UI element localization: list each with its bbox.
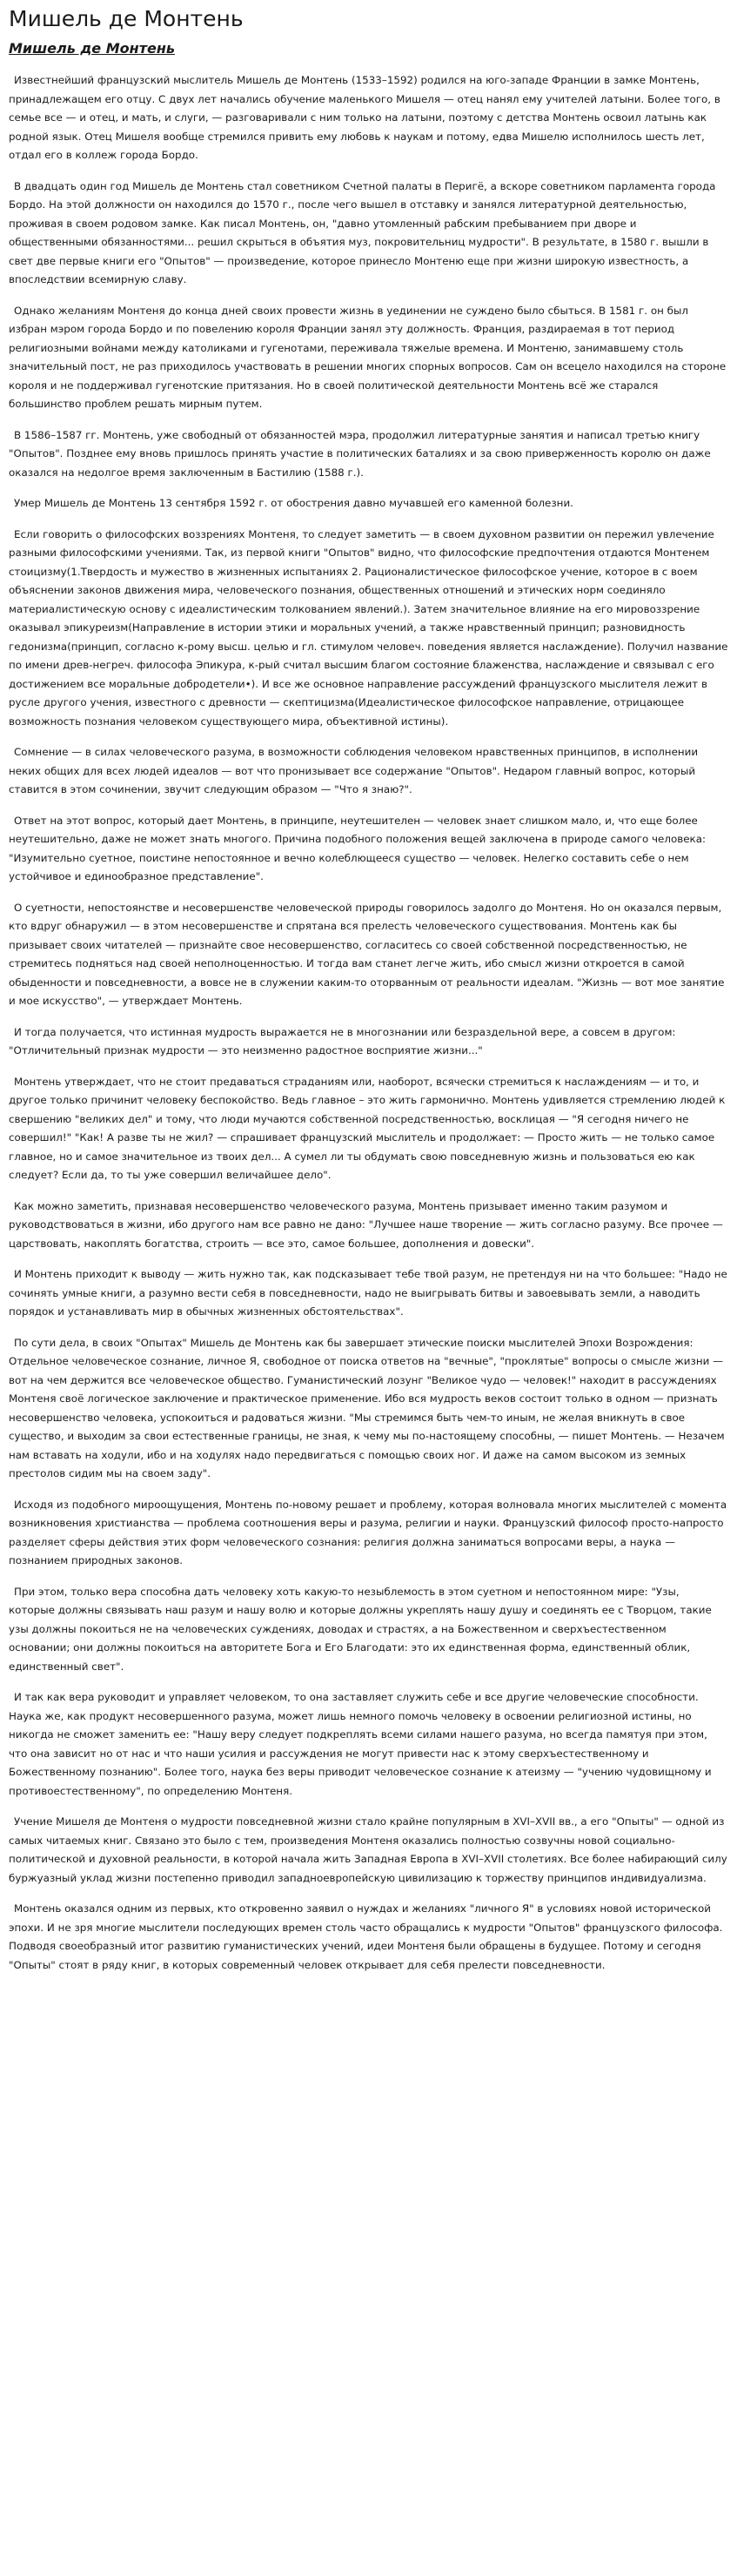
paragraph-death: Умер Мишель де Монтень 13 сентября 1592 г. от обострения давно мучавшей его каменной болезни. [14,497,573,509]
paragraph-conclusion: И Монтень приходит к выводу — жить нужно так, как подсказывает тебе твой разум, не претендуя ни на что большее: "Надо не сочинять умные книги, а разумно вести себя в повседневности, надо не выигрывать битвы и завоевывать земли, а наводить порядок и устанавливать мир в обычных жизненных обстоятельствах". [9,1268,727,1318]
paragraph-faith-reason: Исходя из подобного мироощущения, Монтень по-новому решает и проблему, которая волновала многих мыслителей с момента возникновения христианства — проблема соотношения веры и разума, религии и науки. Французский философ просто-напросто разделяет сферы действия этих форм человеческого сознания: религия должна заниматься вопросами веры, а наука — познанием природных законов. [9,1498,727,1566]
paragraph-vanity: О суетности, непостоянстве и несовершенстве человеческой природы говорилось задолго до Монтеня. Но он оказался первым, кто вдруг обнаружил — в этом несовершенстве и спрятана вся прелесть человеческого существования. Монтень как бы призывает своих читателей — признайте свое несовершенство, согласитесь со своей собственной посредственностью, не стремитесь подняться над своей неполноценностью. И тогда вам станет легче жить, ибо смысл жизни откроется в самой обыденности и повседневности, а вовсе не в служении каким-то оторванным от реальности идеалам. "Жизнь — вот мое занятие и мое искусство", — утверждает Монтень. [9,901,725,1007]
paragraph-legacy: Монтень оказался одним из первых, кто откровенно заявил о нуждах и желаниях "личного Я" в условиях новой исторической эпохи. И не зря многие мыслители последующих времен столь часто обращались к мудрости "Опытов" французского философа. Подводя своеобразный итог развитию гуманистических учений, идеи Монтеня были обращены в будущее. Потому и сегодня "Опыты" стоят в ряду книг, в которых современный человек открывает для себя прелести повседневности. [9,1902,723,1971]
paragraph-popularity: Учение Мишеля де Монтеня о мудрости повседневной жизни стало крайне популярным в XVI–XVII вв., а его "Опыты" — одной из самых читаемых книг. Связано это было с тем, произведения Монтеня оказались полностью созвучны новой социально-политической и духовной реальности, в которой начала жить Западная Европа в XVI–XVII столетиях. Все более набирающий силу буржуазный уклад жизни постепенно приводил западноевропейскую цивилизацию к торжеству принципов индивидуализма. [9,1815,727,1884]
page-title: Мишель де Монтень [9,6,244,31]
paragraph-harmony: Монтень утверждает, что не стоит предаваться страданиям или, наоборот, всячески стремиться к наслаждениям — и то, и другое только причинит человеку беспокойство. Ведь главное – это жить гармонично. Монтень удивляется стремлению людей к свершению "великих дел" и тому, что люди мучаются собственной посредственностью, восклицая — "Я сегодня ничего не совершил!" "Как! А разве ты не жил? — спрашивает французский мыслитель и продолжает: — Просто жить — не только самое главное, но и самое значительное из твоих дел... А сумел ли ты обдумать свою повседневную жизнь и пользоваться ею как следует? Если да, то ты уже совершил величайшее дело". [9,1075,726,1181]
article-body [9,71,728,1975]
paragraph-renaissance: По сути дела, в своих "Опытах" Мишель де Монтень как бы завершает этические поиски мыслителей Эпохи Возрождения: Отдельное человеческое сознание, личное Я, свободное от поиска ответов на "вечные", "проклятые" вопросы о смысле жизни — вот на чем держится все человеческое общество. Гуманистический лозунг "Великое чудо — человек!" находит в рассуждениях Монтеня своё логическое заключение и практическое применение. Ибо вся мудрость веков состоит только в одном — признать несовершенство человека, успокоиться и радоваться жизни. "Мы стремимся быть чем-то иным, не желая вникнуть в свое существо, и выходим за свои естественные границы, не зная, к чему мы по-настоящему способны, — пишет Монтень. — Незачем нам вставать на ходули, ибо и на ходулях надо передвигаться с помощью своих ног. И даже на самом высоком из земных престолов сидим мы на своем заду". [9,1336,725,1479]
paragraph-reason: Как можно заметить, признавая несовершенство человеческого разума, Монтень призывает именно таким разумом и руководствоваться в жизни, ибо другого нам все равно не дано: "Лучшее наше творение — жить согласно разуму. Все прочее — царствовать, накоплять богатства, строить — все это, самое большее, дополнения и довески". [9,1199,723,1250]
paragraph-mayor: Однако желаниям Монтеня до конца дней своих провести жизнь в уединении не суждено было сбыться. В 1581 г. он был избран мэром города Бордо и по повелению короля Франции занял эту должность. Франция, раздираемая в тот период религиозными войнами между католиками и гугенотами, переживала тяжелые времена. И Монтеню, занимавшему столь значительный пост, не раз приходилось участвовать в решении многих спорных вопросов. Сам он всецело находился на стороне короля и не поддерживал гугенотские притязания. Но в своей политической деятельности Монтень всё же старался большинство проблем решать мирным путем. [9,304,727,410]
paragraph-answer: Ответ на этот вопрос, который дает Монтень, в принципе, неутешителен — человек знает слишком мало, и, что еще более неутешительно, даже не может знать многого. Причина подобного положения вещей заключена в природе самого человека: "Изумительно суетное, поистине непостоянное и вечно колеблющееся существо — человек. Нелегко составить себе о нем устойчивое и единообразное представление". [9,814,707,882]
paragraph-biography-early: Известнейший французский мыслитель Мишель де Монтень (1533–1592) родился на юго-западе Франции в замке Монтень, принадлежащем его отцу. С двух лет начались обучение маленького Мишеля — отец нанял ему учителей латыни. Более того, в семье все — и отец, и мать, и слуги, — разговаривали с ним только на латыни, поэтому с детства Монтень освоил латынь как родной язык. Отец Мишеля вообще стремился привить ему любовь к наукам и потому, едва Мишелю исполнилось шесть лет, отдал его в коллеж города Бордо. [9,74,720,161]
paragraph-doubt: Сомнение — в силах человеческого разума, в возможности соблюдения человеком нравственных принципов, в исполнении неких общих для всех людей идеалов — вот что пронизывает все содержание "Опытов". Недаром главный вопрос, который ставится в этом сочинении, звучит следующим образом — "Что я знаю?". [9,746,699,795]
paragraph-wisdom: И тогда получается, что истинная мудрость выражается не в многознании или безраздельной вере, а совсем в другом: "Отличительный признак мудрости — это неизменно радостное восприятие жизни..." [9,1025,676,1057]
paragraph-third-book: В 1586–1587 гг. Монтень, уже свободный от обязанностей мэра, продолжил литературные занятия и написал третью книгу "Опытов". Позднее ему вновь пришлось принять участие в политических баталиях и за свою приверженность королю он даже оказался на недолгое время заключенным в Бастилию (1588 г.). [9,428,711,479]
paragraph-career: В двадцать один год Мишель де Монтень стал советником Счетной палаты в Перигё, а вскоре советником парламента города Бордо. На этой должности он находился до 1570 г., после чего вышел в отставку и занялся литературной деятельностью, проживая в своем родовом замке. Как писал Монтень, он, "давно утомленный рабским пребыванием при дворе и общественными обязанностями... решил скрыться в объятия муз, покровительниц мудрости". В результате, в 1580 г. вышли в свет две первые книги его "Опытов" — произведение, которое принесло Монтеню еще при жизни широкую известность, а впоследствии всемирную славу. [9,179,716,285]
article-subtitle: Мишель де Монтень [9,40,175,57]
paragraph-faith: При этом, только вера способна дать человеку хоть какую-то незыблемость в этом суетном и непостоянном мире: "Узы, которые должны связывать наш разум и нашу волю и которые должны укреплять нашу душу и соединять ее с Творцом, такие узы должны покоиться не на человеческих суждениях, доводах и страстях, а на Божественном и сверхъестественном основании; они должны покоиться на авторитете Бога и Его Благодати: это их единственная форма, единственный облик, единственный свет". [9,1585,712,1673]
paragraph-science: И так как вера руководит и управляет человеком, то она заставляет служить себе и все другие человеческие способности. Наука же, как продукт несовершенного разума, может лишь немного помочь человеку в освоении религиозной истины, но никогда не сможет заменить ее: "Нашу веру следует подкреплять всеми силами нашего разума, но всегда памятуя при этом, что она зависит но от нас и что наши усилия и рассуждения не могут привести нас к этому сверхъестественному и Божественному познанию". Более того, наука без веры приводит человеческое сознание к атеизму — "учению чудовищному и противоестественному", по определению Монтеня. [9,1691,712,1797]
paragraph-philosophy: Если говорить о философских воззрениях Монтеня, то следует заметить — в своем духовном развитии он пережил увлечение разными философскими учениями. Так, из первой книги "Опытов" видно, что философские предпочтения отдаются Монтенем стоицизму(1.Твердость и мужество в жизненных испытаниях 2. Рационалистическое философское учение, которое в с вoем объяснении законов движения мира, человеческого познания, общественных отношений и этических норм соединяло материалистическую основу с идеалистическим толкованием явлений.). Затем значительное влияние на его мировоззрение оказывал эпикуреизм(Направление в истории этики и моральных учений, а также нравственный принцип; разновидность гедонизма(принцип, согласно к-рому высш. целью и гл. стимулом человеч. поведения является наслаждение). Получил название по имени древ-негреч. философа Эпикура, к-рый считал высшим благом состояние блаженства, наслаждение и связывал с его достижением все моральные добродетели•). И все же основное направление рассуждений французского мыслителя лежит в русле другого учения, известного с древности — скептицизма(Идеалистическое философское направление, отрицающее возможность познания человеком существующего мира, объективной истины). [9,527,728,728]
